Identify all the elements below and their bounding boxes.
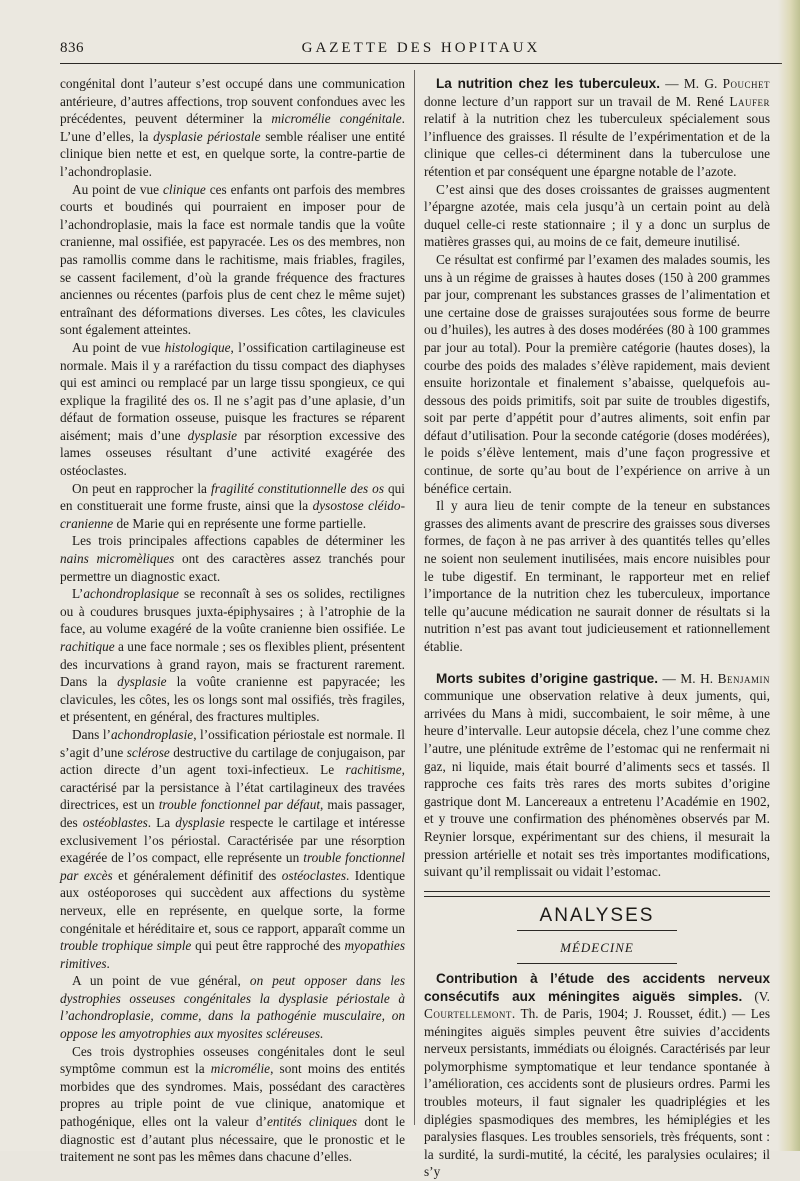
paragraph: Au point de vue histologique, l’ossification cartilagineuse est normale. Mais il y a raréfaction du tissu compact des diaphyses qui est aminci ou remplacé par un large tissu spongieux, ce qui explique la fragilité des os. Il ne s’agit pas d’une aplasie, d’un défaut de formation osseuse, puisque les fractures se réparent aisément; mais d’une dysplasie par résorption excessive des lames osseuses résultant d’une activité exagérée des ostéoclastes.	[60, 339, 405, 479]
paragraph: L’achondroplasique se reconnaît à ses os solides, rectilignes ou à coudures brusques juxta-épiphysaires ; à l’atrophie de la face, au volume exagéré de la voûte cranienne bien ossifiée. Le rachitique a une face normale ; ses os flexibles plient, présentent des incurvations à grand rayon, mais se fracturent rarement. Dans la dysplasie la voûte cranienne est papyracée; les clavicules, les côtes, les os longs sont mal ossifiés, très fragiles, et présentent, en général, des fractures multiples.	[60, 586, 405, 725]
paragraph: C’est ainsi que des doses croissantes de graisses augmentent l’épargne azotée, mais cela jusqu’à un certain point au delà duquel celle-ci reste stationnaire ; il y a donc un surplus de matières grasses qui, au moins de ce fait, demeure inutilisé.	[424, 181, 770, 250]
article-heading: Morts subites d’origine gastrique.	[436, 670, 658, 686]
paragraph: Ce résultat est confirmé par l’examen des malades soumis, les uns à un régime de graisses à hautes doses (150 à 200 grammes par jour, comprenant les substances grasses de l’alimentation et une certaine dose de graisses surajoutées sous forme de beurre ou d’huiles), les autres à des doses modérées (80 à 100 grammes par jour au total). Pour la première catégorie (hautes doses), la courbe des poids des malades s’élève rapidement, mais devient ensuite horizontale et finalement s’abaisse, quelquefois au-dessous des poids primitifs, soit par suite de troubles digestifs, soit par perte d’appétit pour d’autres aliments, soit enfin par défaut d’utilisation. Pour la seconde catégorie (doses modérées), le poids s’élève lentement, mais d’une façon progressive et continue, de sorte qu’au bout de l’expérience on arrive à un bénéfice certain.	[424, 251, 770, 496]
double-rule	[424, 891, 770, 897]
page-number: 836	[60, 40, 84, 56]
paragraph: Morts subites d’origine gastrique. — M. H. Benjamin communique une observation relative à deux juments, qui, arrivées du Mans à midi, succombaient, le soir même, à une heure d’intervalle. Leur autopsie décela, chez l’une comme chez l’autre, une plénitude extrême de l’estomac qui ne renfermait ni gaz, ni liquide, mais était bourré d’aliments secs et tassés. Il rapproche ces faits très rares des morts subites d’origine gastrique dont M. Lancereaux a entretenu l’Académie en 1902, et y trouve une confirmation des phénomènes observés par M. Reynier lorsque, expérimentant sur des chiens, il mesurait la pression artérielle et notait ses très importantes modifications, suivant qu’il remplissait ou vidait l’estomac.	[424, 670, 770, 880]
journal-title: GAZETTE DES HOPITAUX	[301, 40, 541, 56]
author-name: Benjamin	[717, 670, 770, 686]
paragraph: Les trois principales affections capables de déterminer les nains micromèliques ont des caractères assez tranchés pour permettre un diagnostic exact.	[60, 533, 405, 584]
paragraph: Dans l’achondroplasie, l’ossification périostale est normale. Il s’agit d’une sclérose destructive du cartilage de conjugaison, par action directe d’un agent toxi-infectieux. Le rachitisme, caractérisé par la persistance à l’état cartilagineux des travées directrices, est un trouble fonctionnel par défaut, mais passager, des ostéoblastes. La dysplasie respecte le cartilage et intéresse exclusivement l’os périostal. Caractérisée par une résorption exagérée de l’os compact, elle représente un trouble fonctionnel par excès et généralement définitif des ostéoclastes. Identique aux ostéoporoses qui succèdent aux affections du système nerveux, elle en représente, en quelque sorte, la forme congénitale et héréditaire et, sous ce rapport, apparaît comme un trouble trophique simple qui peut être rapproché des myopathies rimitives.	[60, 726, 406, 971]
author-name: Pouchet	[722, 76, 771, 91]
right-column	[424, 75, 770, 1181]
left-column	[60, 75, 405, 1166]
article-heading: Contribution à l’étude des accidents nerveux consécutifs aux méningites aiguës simples.	[424, 970, 770, 1004]
header-rule	[60, 63, 782, 64]
author-name: Laufer	[729, 93, 770, 109]
subsection-rule	[517, 963, 676, 964]
section-rule	[517, 930, 676, 931]
spacer	[424, 656, 770, 670]
paragraph: congénital dont l’auteur s’est occupé dans une communication antérieure, d’autres affections, trop souvent confondues avec les précédentes, peuvent déterminer la micromélie congénitale. L’une d’elles, la dysplasie périostale semble réaliser une entité clinique bien nette et est, en quelque sorte, la contre-partie de l’achondroplasie.	[60, 76, 405, 179]
author-name: Courtellemont	[424, 1006, 512, 1022]
article-heading: La nutrition chez les tuberculeux.	[436, 76, 660, 91]
paragraph: Contribution à l’étude des accidents nerveux consécutifs aux méningites aiguës simples. (V. Courtellemont. Th. de Paris, 1904; J. Rousset, édit.) — Les méningites aiguës simples peuvent être suivies d’accidents nerveux persistants, immédiats ou éloignés. Caractérisés par leur polymorphisme symptomatique et leur tendance spontanée à l’amélioration, ces accidents sont de plusieurs ordres. Parmi les troubles moteurs, il faut signaler les quadriplégies et les diplégies spasmodiques des membres, les hémiplégies et les paralysies flasques. Les troubles sensoriels, très fréquents, sont : la surdité, la surdi-mutité, la cécité, les paralysies oculaires; il s’y	[424, 970, 770, 1180]
paragraph: Il y aura lieu de tenir compte de la teneur en substances grasses des aliments avant de prescrire des graisses sous diverses formes, de façon à ne pas arriver à des quantités telles qu’elles ne soient non seulement inutilisées, mais encore nuisibles pour le tube digestif. En terminant, le rapporteur met en relief l’importance de la nutrition chez les tuberculeux, importance telle qu’aucune médication ne saurait donner de résultats si la nutrition n’est pas avant tout judicieusement et rationnellement établie.	[424, 498, 770, 654]
paragraph: On peut en rapprocher la fragilité constitutionnelle des os qui en constituerait une forme fruste, ainsi que la dysostose cléido-cranienne de Marie qui en représente une forme partielle.	[60, 480, 406, 531]
paragraph: La nutrition chez les tuberculeux. — M. G. Pouchet donne lecture d’un rapport sur un travail de M. René Laufer relatif à la nutrition chez les tuberculeux spécialement sous l’influence des graisses. Il résulte de l’expérimentation et de la clinique que celles-ci déterminent dans la tuberculose une rétention et par conséquent une épargne notable de l’azote.	[424, 76, 771, 179]
section-title: ANALYSES	[539, 904, 655, 926]
paragraph: Ces trois dystrophies osseuses congénitales dont le seul symptôme commun est la micromélie, sont moins des entités morbides que des syndromes. Mais, possédant des caractères propres au triple point de vue clinique, anatomique et pathogénique, elles ont la valeur d’entités cliniques dont le diagnostic est d’autant plus nécessaire, que le pronostic et le traitement ne sont pas les mêmes dans chacune d’elles.	[60, 1043, 405, 1165]
page-header	[60, 40, 782, 64]
paragraph: Au point de vue clinique ces enfants ont parfois des membres courts et boudinés qui pourraient en imposer pour de l’achondroplasie, mais la face est normale tandis que la voûte cranienne, mal ossifiée, est papyracée. Les os des membres, non pas ramollis comme dans le rachitisme, mais friables, fragiles, se cassent facilement, d’où la grande fréquence des fractures anciennes ou récentes (parfois plus de cent chez le même sujet) entraînant des déformations diverses. Les côtes, les clavicules sont également atteintes.	[60, 181, 406, 338]
column-divider	[414, 70, 415, 1125]
subsection-title: MÉDECINE	[560, 940, 634, 956]
paragraph: A un point de vue général, on peut opposer dans les dystrophies osseuses congénitales la dysplasie périostale à l’achondroplasie, comme, dans la pathogénie musculaire, on oppose les amyotrophies aux myosites scléreuses.	[60, 973, 405, 1042]
